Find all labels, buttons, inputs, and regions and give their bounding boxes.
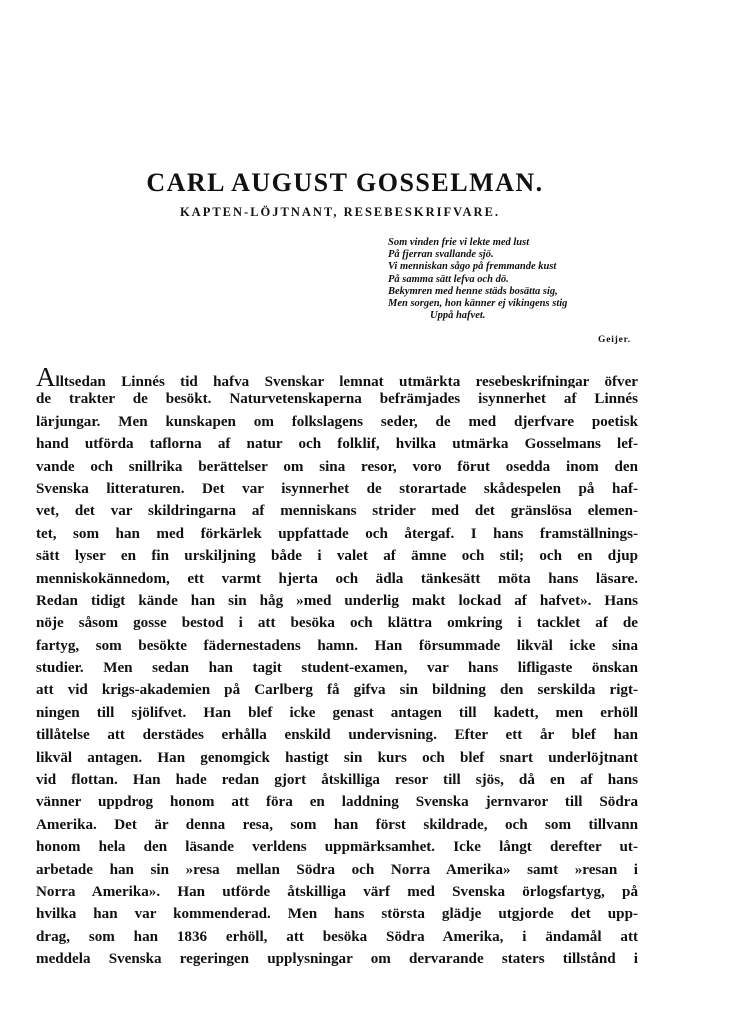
epigraph-author: Geijer. — [598, 335, 631, 345]
page-subtitle: KAPTEN-LÖJTNANT, RESEBESKRIFVARE. — [179, 205, 501, 219]
body-line: vänner uppdrog honom att föra en laddning Svenska jernvaror till Södra — [36, 794, 638, 811]
body-line: fartyg, som besökte fädernestadens hamn. Han försummade likväl icke sina — [36, 637, 638, 654]
body-line: Redan tidigt kände han sin håg »med underlig makt lockad af hafvet». Hans — [36, 592, 638, 609]
body-line: arbetade han sin »resa mellan Södra och Norra Amerika» samt »resan i — [36, 861, 638, 878]
epigraph — [388, 237, 688, 322]
body-line: Amerika. Det är denna resa, som han först skildrade, och som tillvann — [36, 816, 638, 833]
body-line: Norra Amerika». Han utförde åtskilliga värf med Svenska örlogsfartyg, på — [36, 883, 638, 900]
body-text — [36, 366, 638, 971]
epigraph-line: Bekymren med henne städs bosätta sig, — [388, 285, 558, 297]
drop-cap: A — [36, 366, 56, 389]
page-title: CARL AUGUST GOSSELMAN. — [146, 168, 544, 197]
body-line: likväl antagen. Han genomgick hastigt sin kurs och blef snart underlöjtnant — [36, 749, 638, 766]
body-line: studier. Men sedan han tagit student-examen, var hans lifligaste önskan — [36, 660, 638, 677]
body-line: vid flottan. Han hade redan gjort åtskilliga resor till sjös, då en af hans — [36, 772, 638, 789]
body-line: Svenska litteraturen. Det var isynnerhet de storartade skådespelen på haf- — [36, 480, 638, 497]
body-line: hand utförda taflorna af natur och folklif, hvilka utmärka Gosselmans lef- — [36, 436, 638, 453]
body-line-text: lltsedan Linnés tid hafva Svenskar lemnat utmärkta resebeskrifningar öfver — [55, 374, 638, 389]
body-line: tet, som han med förkärlek uppfattade och återgaf. I hans framställnings- — [36, 525, 638, 542]
body-line: meddela Svenska regeringen upplysningar om dervarande staters tillstånd i — [36, 951, 638, 968]
body-line: drag, som han 1836 erhöll, att besöka Södra Amerika, i ändamål att — [36, 928, 638, 945]
body-line: de trakter de besökt. Naturvetenskaperna befrämjades isynnerhet af Linnés — [36, 391, 638, 408]
body-line: honom hela den läsande verldens uppmärksamhet. Icke långt derefter ut- — [36, 839, 638, 856]
epigraph-line: Men sorgen, hon känner ej vikingens stig — [388, 298, 568, 310]
epigraph-line: Uppå hafvet. — [430, 310, 486, 322]
body-line: sätt lyser en fin urskiljning både i valet af ämne och stil; och en djup — [36, 548, 638, 565]
epigraph-line: Vi menniskan sågo på fremmande kust — [388, 261, 557, 273]
body-line: lärjungar. Men kunskapen om folkslagens seder, de med djerfvare poetisk — [36, 413, 638, 430]
body-line: vet, det var skildringarna af menniskans strider med det gränslösa elemen- — [36, 503, 638, 520]
epigraph-line: På fjerran svallande sjö. — [388, 249, 494, 261]
body-line — [36, 366, 638, 388]
body-line: hvilka han var kommenderad. Men hans största glädje utgjorde det upp- — [36, 906, 638, 923]
body-line: nöje såsom gosse bestod i att besöka och klättra omkring i tacklet af de — [36, 615, 638, 632]
body-line: menniskokännedom, ett varmt hjerta och ädla tänkesätt möta hans läsare. — [36, 570, 638, 587]
epigraph-line: På samma sätt lefva och dö. — [388, 273, 509, 285]
epigraph-line: Som vinden frie vi lekte med lust — [388, 237, 530, 248]
body-line: ningen till sjölifvet. Han blef icke genast antagen till kadett, men erhöll — [36, 704, 638, 721]
body-line: att vid krigs-akademien på Carlberg få gifva sin bildning den serskilda rigt- — [36, 682, 638, 699]
body-line: tillåtelse att derstädes erhålla enskild undervisning. Efter ett år blef han — [36, 727, 638, 744]
body-line: vande och snillrika berättelser om sina resor, voro förut osedda inom den — [36, 458, 638, 475]
